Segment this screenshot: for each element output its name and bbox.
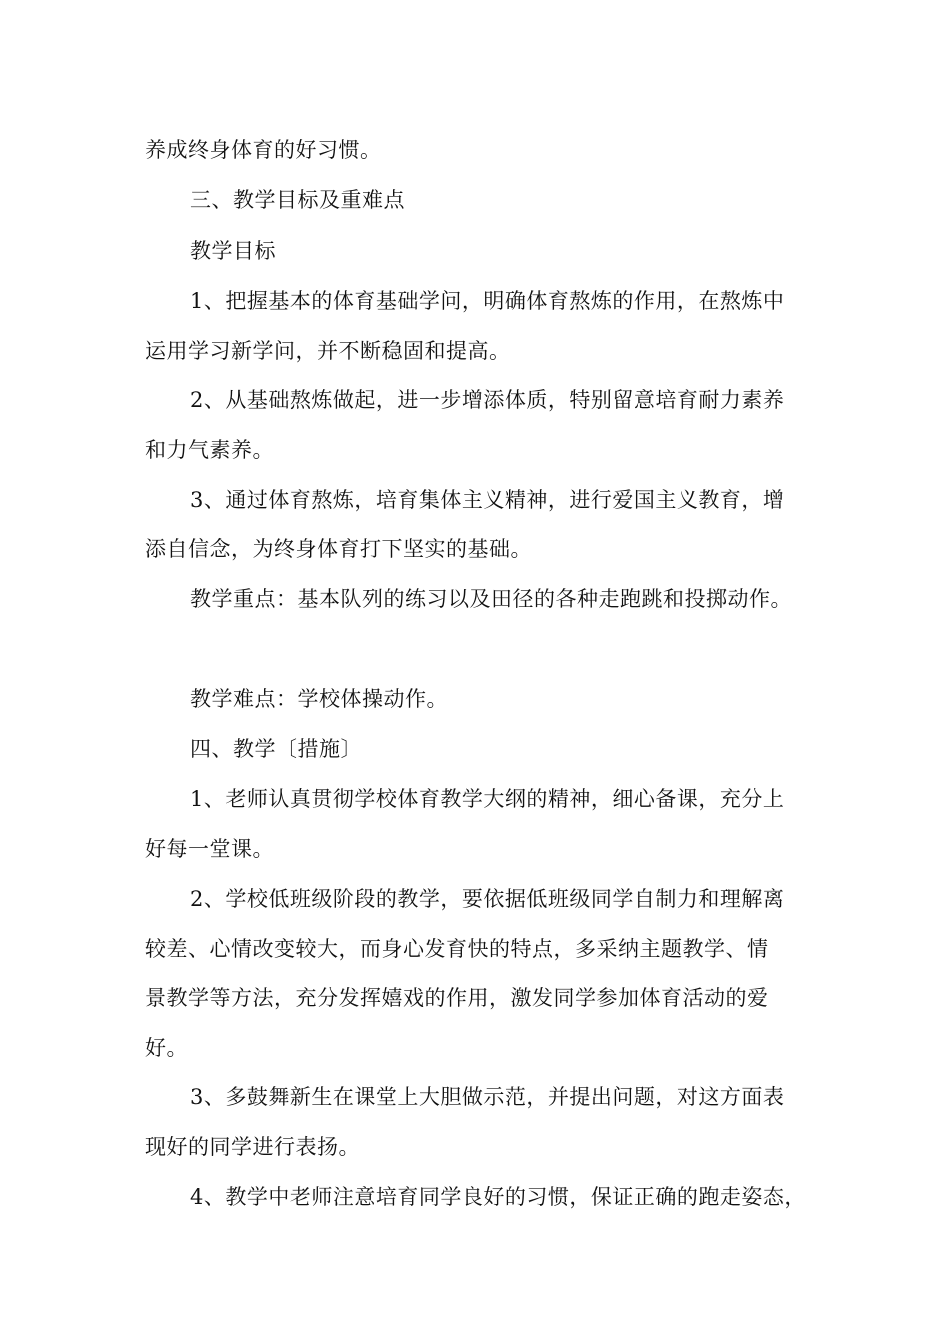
- subheading: 教学目标: [190, 239, 276, 263]
- section-heading: 四、教学〔措施〕: [190, 737, 362, 761]
- list-item-line: 较差、心情改变较大，而身心发育快的特点，多采纳主题教学、情: [145, 937, 769, 961]
- list-item-line: 和力气素养。: [145, 438, 274, 462]
- text-line: 养成终身体育的好习惯。: [145, 138, 382, 162]
- list-item-line: 添自信念，为终身体育打下坚实的基础。: [145, 537, 532, 561]
- list-item-line: 景教学等方法，充分发挥嬉戏的作用，激发同学参加体育活动的爱: [145, 986, 769, 1010]
- list-item-line: 3、多鼓舞新生在课堂上大胆做示范，并提出问题，对这方面表: [190, 1085, 785, 1109]
- list-item-line: 好。: [145, 1036, 188, 1060]
- list-item-line: 4、教学中老师注意培育同学良好的习惯，保证正确的跑走姿态，: [190, 1185, 806, 1209]
- text-line: 教学难点：学校体操动作。: [190, 687, 448, 711]
- list-item-line: 好每一堂课。: [145, 837, 274, 861]
- text-line: 教学重点：基本队列的练习以及田径的各种走跑跳和投掷动作。: [190, 587, 792, 611]
- section-heading: 三、教学目标及重难点: [190, 188, 405, 212]
- list-item-line: 1、老师认真贯彻学校体育教学大纲的精神，细心备课，充分上: [190, 787, 785, 811]
- list-item-line: 1、把握基本的体育基础学问，明确体育熬炼的作用，在熬炼中: [190, 289, 785, 313]
- list-item-line: 现好的同学进行表扬。: [145, 1135, 360, 1159]
- list-item-line: 运用学习新学问，并不断稳固和提高。: [145, 339, 511, 363]
- list-item-line: 3、通过体育熬炼，培育集体主义精神，进行爱国主义教育，增: [190, 488, 785, 512]
- list-item-line: 2、学校低班级阶段的教学，要依据低班级同学自制力和理解离: [190, 887, 785, 911]
- list-item-line: 2、从基础熬炼做起，进一步增添体质，特别留意培育耐力素养: [190, 388, 785, 412]
